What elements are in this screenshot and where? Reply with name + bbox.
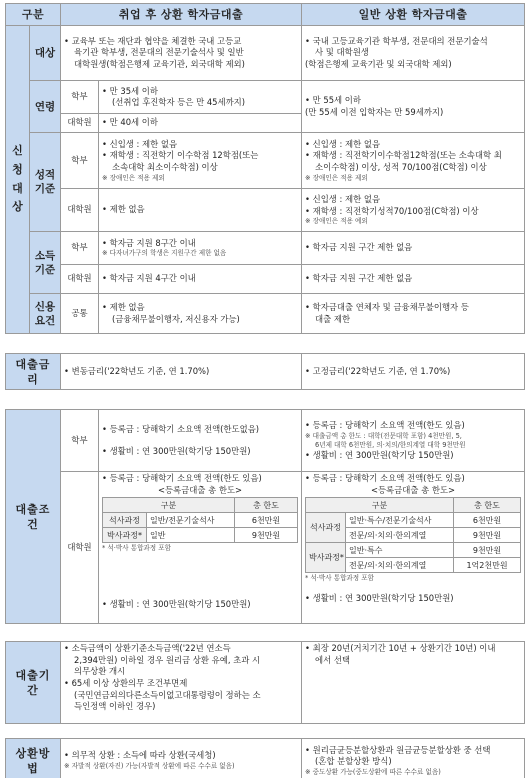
eligibility-table (5, 3, 525, 334)
age-under-label: 학부 (61, 81, 99, 114)
income-grad-label: 대학원 (61, 265, 99, 294)
age-label: 연령 (30, 81, 61, 133)
target-a-text: • 교육부 또는 재단과 협약을 체결한 국내 고등교 육기관 학부생, 전문대의 전문기술석사 및 일반 대학원생(학점은행제 교육기관, 외국대학 제외) (61, 26, 302, 81)
credit-common-label: 공통 (61, 294, 99, 334)
conditions-grad-label: 대학원 (61, 472, 99, 624)
header-general-loan: 일반 상환 학자금대출 (302, 4, 525, 26)
grad-a-row-doctor-type: 일반 (147, 528, 235, 543)
income-grad-text: • 학자금 지원 4구간 이내 (99, 265, 302, 294)
income-label: 소득 기준 (30, 232, 61, 294)
grad-a-row-master-type: 일반/전문기술석사 (147, 513, 235, 528)
rate-a-text: • 변동금리('22학년도 기준, 연 1.70%) (61, 354, 302, 390)
rate-b-text: • 고정금리('22학년도 기준, 연 1.70%) (302, 354, 525, 390)
age-grad-label: 대학원 (61, 114, 99, 133)
conditions-label: 대출조 건 (6, 410, 61, 624)
grad-a-row-master: 석사과정 (103, 513, 147, 528)
grade-under-b-text: • 신입생 : 제한 없음 • 재학생 : 직전학기이수학점12학점(또는 소속대학 최 소이수학점) 이상, 성적 70/100점(C학점) 이상 ※ 장애인은 적용 제외 (302, 133, 525, 189)
income-grad-b-text: • 학자금 지원 구간 제한 없음 (302, 265, 525, 294)
conditions-table (5, 409, 525, 624)
grad-b-row-master-type1: 일반·특수/전문기술석사 (346, 513, 454, 528)
grad-b-row-master-limit1: 6천만원 (454, 513, 521, 528)
period-label: 대출기 간 (6, 642, 61, 724)
grade-under-text: • 신입생 : 제한 없음 • 재학생 : 직전학기 이수학점 12학점(또는 소속대학 최소이수학점) 이상 ※ 장애인은 적용 제외 (99, 133, 302, 189)
grad-a-limit-table (102, 497, 298, 543)
repay-label: 상환방 법 (6, 739, 61, 778)
grade-under-label: 학부 (61, 133, 99, 189)
grad-b-row-doctor-limit2: 1억2천만원 (454, 558, 521, 573)
conditions-grad-b: • 등록금 : 당해학기 소요액 전액(한도 있음) <등록금대출 총 한도> 구분 총 한도 석사과정 일반·특수/전문기술석사 6천만원 전문/의·치의·한의계열 9천만원 박사과정* 일반·특수 9천만원 전문/의·치의·한의계열 1억2천만원 * 석·박사 통합과정 포함 • 생활비 : 연 300만원(학기당 150만원) (302, 472, 525, 624)
age-grad-text: • 만 40세 이하 (99, 114, 302, 133)
grade-label: 성적 기준 (30, 133, 61, 232)
income-under-label: 학부 (61, 232, 99, 265)
grad-b-row-doctor-type1: 일반·특수 (346, 543, 454, 558)
grad-a-head-category: 구분 (103, 498, 235, 513)
grade-grad-text: • 제한 없음 (99, 189, 302, 232)
target-b-text: • 국내 고등교육기관 학부생, 전문대의 전문기술석 사 및 대학원생 (학점은행제 교육기관 및 외국대학 제외) (302, 26, 525, 81)
grade-grad-b-text: • 신입생 : 제한 없음 • 재학생 : 직전학기성적70/100점(C학점) 이상 ※ 장애인은 적용 예외 (302, 189, 525, 232)
conditions-under-label: 학부 (61, 410, 99, 472)
period-table (5, 641, 525, 724)
grad-b-head-category: 구분 (306, 498, 454, 513)
grad-a-head-limit: 총 한도 (235, 498, 298, 513)
credit-a-text: • 제한 없음 (금융채무불이행자, 저신용자 가능) (99, 294, 302, 334)
repay-b-text: • 원리금균등분할상환과 원금균등분할상환 중 선택 (혼합 분할상환 방식) ※ 중도상환 가능(중도상환에 따른 수수료 없음) (302, 739, 525, 778)
age-b-text: • 만 55세 이하 (만 55세 이전 입학자는 만 59세까지) (302, 81, 525, 133)
credit-label: 신용 요건 (30, 294, 61, 334)
conditions-under-a: • 등록금 : 당해학기 소요액 전액(한도없음) • 생활비 : 연 300만원(학기당 150만원) (99, 410, 302, 472)
grad-a-row-doctor: 박사과정* (103, 528, 147, 543)
grad-b-row-master-limit2: 9천만원 (454, 528, 521, 543)
period-b-text: • 최장 20년(거치기간 10년 + 상환기간 10년) 이내 에서 선택 (302, 642, 525, 724)
credit-b-text: • 학자금대출 연체자 및 금융채무불이행자 등 대출 제한 (302, 294, 525, 334)
grad-b-row-doctor-type2: 전문/의·치의·한의계열 (346, 558, 454, 573)
grad-b-row-doctor-limit1: 9천만원 (454, 543, 521, 558)
grad-a-row-master-limit: 6천만원 (235, 513, 298, 528)
header-category: 구분 (6, 4, 61, 26)
repay-a-text: • 의무적 상환 : 소득에 따라 상환(국세청) ※ 자발적 상환(자진) 가능(자발적 상환에 따른 수수료 없음) (61, 739, 302, 778)
conditions-under-b: • 등록금 : 당해학기 소요액 전액(한도 있음) ※ 대출금액 총 한도 : 대학(전문대학 포함) 4천만원, 5, 6년제 대학 6천만원, 의·치의/한의계열 대학 9천만원 • 생활비 : 연 300만원(학기당 150만원) (302, 410, 525, 472)
rate-label: 대출금 리 (6, 354, 61, 390)
repay-table (5, 738, 525, 778)
income-under-text: • 학자금 지원 8구간 이내 ※ 다자녀가구의 학생은 지원구간 제한 없음 (99, 232, 302, 265)
grad-b-limit-table (305, 497, 521, 573)
target-label: 대상 (30, 26, 61, 81)
eligibility-group-label: 신 청 대 상 (6, 26, 30, 334)
grad-a-row-doctor-limit: 9천만원 (235, 528, 298, 543)
grad-b-row-master: 석사과정 (306, 513, 346, 543)
grad-b-row-master-type2: 전문/의·치의·한의계열 (346, 528, 454, 543)
rate-table (5, 353, 525, 390)
period-a-text: • 소득금액이 상환기준소득금액('22년 연소득 2,394만원) 이하일 경우 원리금 상환 유예, 초과 시 의무상환 개시 • 65세 이상 상환의무 조건부면제 (국민연금외의다른소득이없고대통령령이 정하는 소 득인정액 이하인 경우) (61, 642, 302, 724)
grade-grad-label: 대학원 (61, 189, 99, 232)
income-under-b-text: • 학자금 지원 구간 제한 없음 (302, 232, 525, 265)
age-under-text: • 만 35세 이하 (선취업 후진학자 등은 만 45세까지) (99, 81, 302, 114)
grad-b-row-doctor: 박사과정* (306, 543, 346, 573)
grad-b-head-limit: 총 한도 (454, 498, 521, 513)
header-income-contingent-loan: 취업 후 상환 학자금대출 (61, 4, 302, 26)
conditions-grad-a: • 등록금 : 당해학기 소요액 전액(한도 있음) <등록금대출 총 한도> 구분 총 한도 석사과정 일반/전문기술석사 6천만원 박사과정* 일반 9천만원 * 석·박사 통합과정 포함 • 생활비 : 연 300만원(학기당 150만원) (99, 472, 302, 624)
